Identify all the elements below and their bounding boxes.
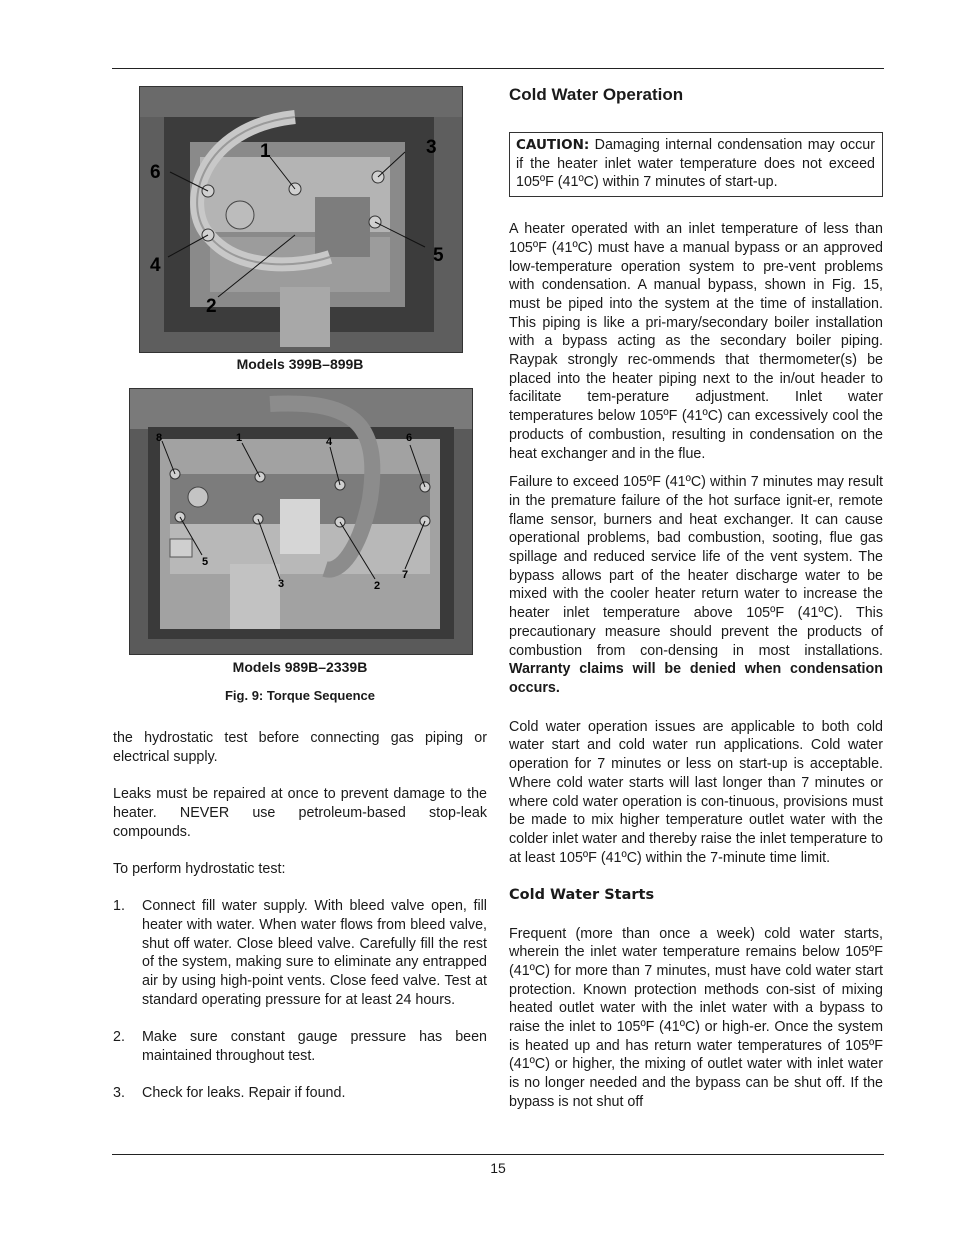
list-item — [113, 897, 487, 1009]
callout-6: 6 — [406, 432, 413, 444]
callout-7: 7 — [402, 569, 409, 581]
paragraph: Leaks must be repaired at once to prevent damage to the heater. NEVER use petroleum-based stop-leak compounds. — [113, 786, 487, 840]
paragraph: To perform hydrostatic test: — [113, 860, 286, 877]
section-heading: Cold Water Operation — [509, 85, 684, 104]
photo1-caption: Models 399B–899B — [236, 356, 364, 372]
callout-2: 2 — [206, 296, 217, 317]
callout-3: 3 — [426, 137, 437, 158]
paragraph: Cold water operation issues are applicable to both cold water start and cold water run applications. Cold water operation for 7 minutes or less on start-up is acceptable. Where cold water starts will last longer than 7 minutes or where cold water operation is con-tinuous, provisions must be made to mix higher temperature outlet water with the colder inlet water and thereby raise the inlet temperature to at least 105ºF (41ºC) within the 7-minute time limit. — [509, 718, 883, 866]
callout-2: 2 — [374, 580, 381, 592]
callout-3: 3 — [278, 578, 285, 590]
torque-sequence-photo-large-models — [129, 388, 473, 655]
right-column — [509, 84, 883, 1112]
step-text: Connect fill water supply. With bleed valve open, fill heater with water. When water flows from bleed valve, shut off water. Close bleed valve. Carefully fill the rest of the system, making sure to eliminate any entrapped air by using high-point vents. Close feed valve. Test at standard operating pressure for at least 24 hours. — [142, 898, 487, 1008]
paragraph-text: Failure to exceed 105ºF (41ºC) within 7 minutes may result in the premature failure of the hot surface ignit-er, remote flame sensor, burners and heat exchanger. It can cause operational problems, bad combustion, sooting, flue gas spillage and reduced service life of the vent system. The bypass allows part of the heater discharge water to be mixed with the cooler heater return water to increase the heater inlet temperature above 105ºF (41ºC). This precautionary measure should prevent the products of combustion from con-densing in most installations. — [509, 474, 883, 659]
callout-4: 4 — [150, 255, 161, 276]
list-item — [113, 1028, 487, 1065]
page-number: 15 — [490, 1160, 506, 1176]
callout-5: 5 — [202, 556, 209, 568]
step-number: 2. — [113, 1029, 125, 1046]
warranty-warning: Warranty claims will be denied when condensation occurs. — [509, 661, 883, 696]
step-text: Check for leaks. Repair if found. — [142, 1085, 346, 1102]
hydrostatic-test-steps — [113, 897, 487, 1103]
subsection-heading: Cold Water Starts — [509, 886, 655, 903]
callout-1: 1 — [260, 141, 271, 162]
callout-4: 4 — [326, 436, 333, 448]
figure-caption: Fig. 9: Torque Sequence — [224, 688, 375, 703]
paragraph: the hydrostatic test before connecting gas piping or electrical supply. — [113, 730, 487, 765]
header-rule — [112, 68, 884, 69]
caution-text: Damaging internal condensation may occur if the heater inlet water temperature does not exceed 105ºF (41ºC) within 7 minutes of start-up. — [516, 137, 875, 191]
left-column — [113, 729, 487, 1122]
paragraph — [509, 473, 883, 697]
caution-label: CAUTION: — [516, 137, 590, 153]
list-item — [113, 1084, 487, 1103]
paragraph: Frequent (more than once a week) cold water starts, wherein the inlet water temperature remains below 105ºF (41ºC) for more than 7 minutes, must have cold water start protection. Known protection methods con-sist of mixing heated outlet water with the inlet water with a bypass to raise the inlet to 105ºF (41ºC) or high-er. Once the system is heated up and has return water temperatures of 105ºF (41ºC) or higher, the mixing of outlet water with inlet water is no longer needed and the bypass can be shut off. If the bypass is not shut off — [509, 925, 883, 1110]
photo2-caption: Models 989B–2339B — [232, 659, 368, 675]
torque-sequence-photo-small-models — [139, 86, 463, 353]
callout-8: 8 — [156, 432, 163, 444]
step-number: 1. — [113, 898, 125, 915]
caution-box — [509, 132, 883, 197]
paragraph: A heater operated with an inlet temperature of less than 105ºF (41ºC) must have a manual bypass or an approved low-temperature operation system to pre-vent problems with condensation. A manual bypass, shown in Fig. 15, must be piped into the system at the time of installation. This piping is like a pri-mary/secondary boiler installation with a bypass acting as the secondary boiler piping. Raypak strongly rec-ommends that thermometer(s) be placed into the heater piping next to the in/out header to facilitate tem-perature adjustment. Inlet water temperatures below 105ºF (41ºC) can excessively cool the products of combustion, resulting in condensation on the heat exchanger and in the flue. — [509, 221, 883, 462]
footer-rule — [112, 1154, 884, 1155]
callout-1: 1 — [236, 432, 243, 444]
step-text: Make sure constant gauge pressure has been maintained throughout test. — [142, 1029, 487, 1064]
callout-5: 5 — [433, 245, 444, 266]
callout-6: 6 — [150, 162, 161, 183]
step-number: 3. — [113, 1085, 125, 1102]
